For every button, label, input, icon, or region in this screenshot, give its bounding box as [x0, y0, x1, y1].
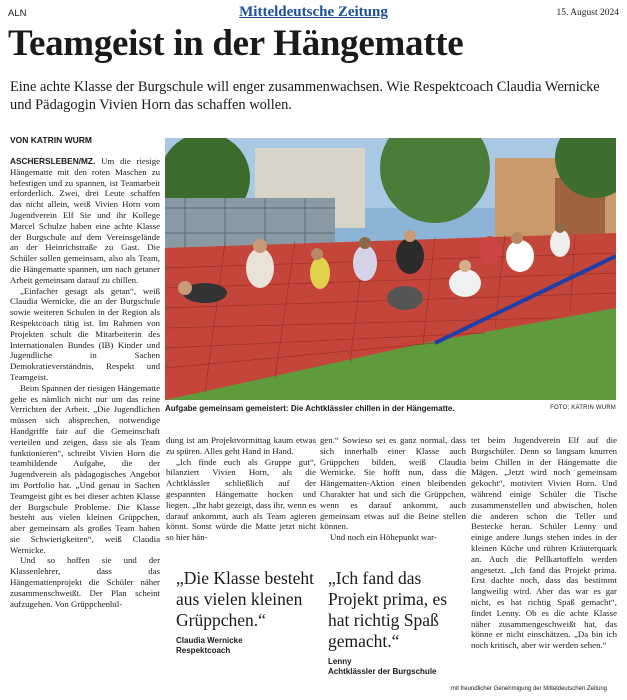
subheadline: Eine achte Klasse der Burgschule will enger zusammenwachsen. Wie Respektcoach Claudia Wernicke und Pädagogin Vivien Horn das schaffen wollen.: [10, 79, 600, 113]
quote-text: „Ich fand das Projekt prima, es hat richtig Spaß gemacht.“: [328, 568, 448, 651]
quote-name: Lenny: [328, 657, 352, 666]
paragraph: gen.“ Sowieso sei es ganz normal, dass sich innerhalb einer Klasse auch Grüppchen bilden, weiß Claudia Wernicke. Sie hofft nun, dass die Hängematten-Aktion einen bleibenden Charakter hat und sich die Grüppchen, wenn es darauf ankommt, auch gemeinsam etwas auf die Beine stellen können.: [320, 435, 466, 532]
photo-credit: FOTO: KATRIN WURM: [550, 405, 616, 411]
quote-name: Claudia Wernicke: [176, 636, 243, 645]
pull-quote: [328, 568, 468, 677]
paragraph: ASCHERSLEBEN/MZ. Um die riesige Hängematte mit den roten Maschen zu befestigen und zu spannen, ist Teamarbeit erforderlich. Zwei, drei Leute schaffen das nicht allein, weiß Vivien Horn vom Jugendverein Elf Sie und ihr Kollege Marcel Schulze haben eine achte Klasse der Burgschule auf dem Vereinsgelände an der Heinrichstraße zu Gast. Die Schüler sollen gemeinsam, also als Team, die Hängematte spannen, um nach getaner Arbeit gemeinsam darauf zu chillen.: [10, 156, 160, 285]
article-column-1: [10, 156, 160, 609]
hammock-photo: [165, 138, 616, 400]
headline: Teamgeist in der Hängematte: [8, 23, 464, 64]
permission-note: mit freundlicher Genehmigung der Mitteldeutschen Zeitung: [450, 686, 607, 692]
photo-caption: [165, 404, 616, 413]
paragraph: tet beim Jugendverein Elf auf die Burgschüler. Denn so langsam knurren beim Chillen in der Hängematte die Mägen. „Jetzt wird noch gemeinsam gekocht“, motiviert Vivien Horn. Und während einige Schüler die Tische zusammenstellen und abwischen, holen die anderen schon die Teller und Bestecke heran. Schüler Lenny und einige andere Jungs stehen indes in der kleinen Küche und rühren Kräuterquark an. Auch die Pellkartoffeln werden angesetzt. „Ich fand das Projekt prima. Erst dachte noch, dass das bestimmt langweilig wird. Aber das war es gar nicht, es hat richtig Spaß gemacht“, findet Lenny. Ob es die achte Klasse näher zusammengeschweißt hat, das könne er nicht einschätzen. „Da bin ich noch kritisch, aber wir werden sehen.“: [471, 435, 617, 651]
article-column-2: [166, 435, 316, 543]
quote-role: Respektcoach: [176, 646, 231, 655]
logo-aln: ALN: [8, 8, 27, 19]
masthead: [8, 4, 619, 22]
newspaper-name-link[interactable]: Mitteldeutsche Zeitung: [239, 4, 388, 20]
pull-quote: [176, 568, 316, 656]
paragraph: „Ich finde euch als Gruppe gut“, bilanziert Vivien Horn, als die Achtklässler schließlich auf der gespannten Hängematte hocken und liegen. „Ihr habt gezeigt, dass ihr, wenn es darauf ankommt, auch als Team agieren könnt. Sonst würde die Matte jetzt nicht so hier hän-: [166, 456, 316, 543]
dateline: ASCHERSLEBEN/MZ.: [10, 156, 96, 166]
paragraph: Und noch ein Höhepunkt war-: [330, 532, 437, 543]
caption-text: Aufgabe gemeinsam gemeistert: Die Achtklässler chillen in der Hängematte.: [165, 404, 455, 413]
quote-role: Achtklässler der Burgschule: [328, 667, 437, 676]
article-column-4: [471, 435, 617, 651]
article-column-3: [320, 435, 466, 543]
byline: VON KATRIN WURM: [10, 135, 92, 145]
hammock-photo-illustration: [165, 138, 616, 400]
quote-text: „Die Klasse besteht aus vielen kleinen Grüppchen.“: [176, 568, 315, 630]
paragraph: Und so hoffen sie und der Klassenlehrer, dass das Hängemattenprojekt die Schüler näher zusammenschweißt. Der Plan scheint aufzugehen. Von Grüppchenbil-: [10, 555, 160, 609]
paragraph: „Einfacher gesagt als getan“, weiß Claudia Wernicke, die an der Burgschule sowie weiteren Schulen in der Region als Respektcoach tätig ist. Im Rahmen von Projekten schult die Mitarbeiterin des Internationalen Bundes (IB) Kinder und Jugendliche in Sachen Demokratieverständnis, Respekt und Teamgeist.: [10, 285, 160, 382]
paragraph: Beim Spannen der riesigen Hängematte gehe es nämlich nicht nur um das reine Verrichten der Arbeit. „Die Jugendlichen müssen sich absprechen, notwendige Handgriffe fair auf die Gemeinschaft verteilen und zeigen, dass sie als Team funktionieren“, schreibt Vivien Horn die teambildende Aufgabe, die der Jugendverein als pädagogisches Angebot im Portfolio hat. „Und genau in Sachen Teamgeist gibt es bei dieser achten Klasse der Burgschule Probleme. Die Klasse besteht aus vielen kleinen Grüppchen, aber gemeinsam als großes Team haben sie Schwierigkeiten“, weiß Claudia Wernicke.: [10, 382, 160, 555]
paragraph: dung ist am Projektvormittag kaum etwas zu spüren. Alles geht Hand in Hand.: [166, 435, 316, 456]
publication-date: 15. August 2024: [556, 8, 619, 18]
